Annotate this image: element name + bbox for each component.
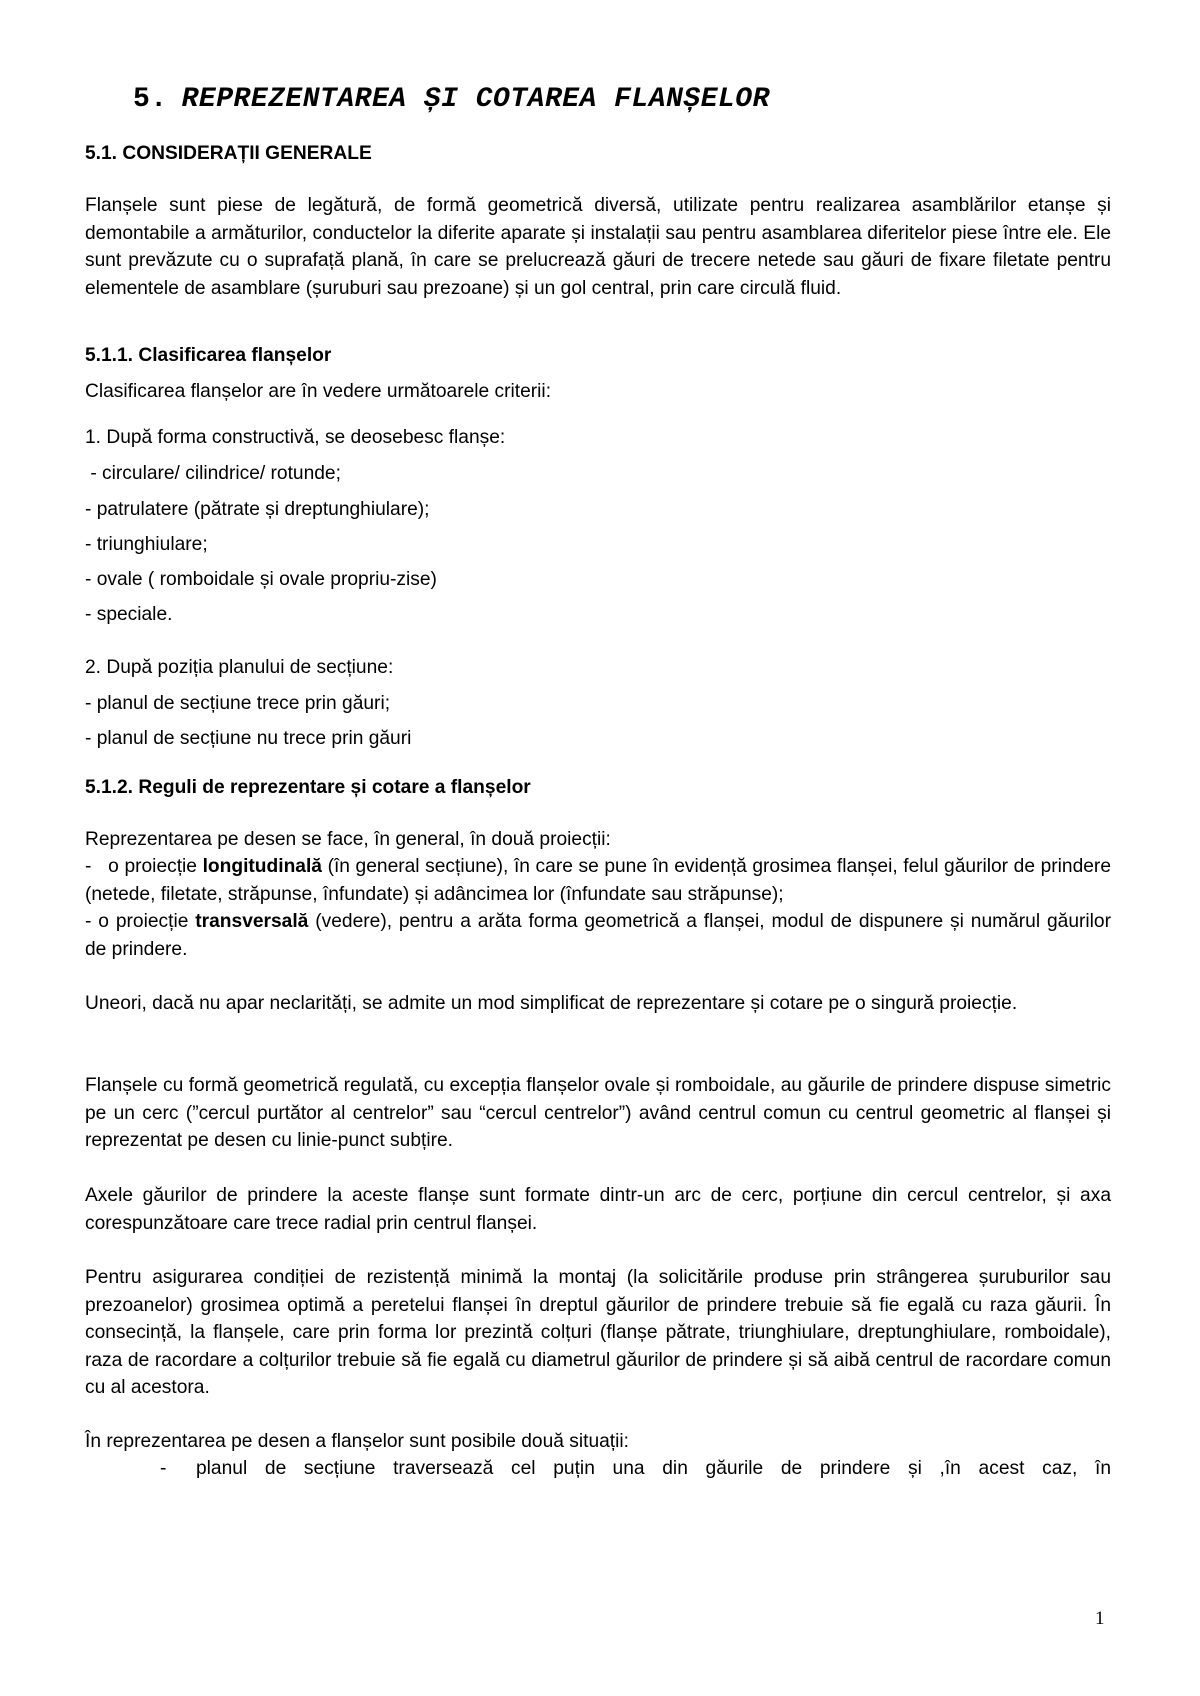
projection-longitudinal [85,853,1111,908]
subsection-heading-clasificare: 5.1.1. Clasificarea flanșelor [85,345,332,366]
subsection-heading-reguli: 5.1.2. Reguli de reprezentare și cotare a flanșelor [85,777,531,798]
paragraph-rezistenta: Pentru asigurarea condiției de rezistență minimă la montaj (la solicitările produse prin strângerea șuruburilor sau prezoanelor) grosimea optimă a peretelui flanșei în dreptul găurilor de prindere trebuie să fie egală cu raza găurii. În consecință, la flanșele, care prin forma lor prezintă colțuri (flanșe pătrate, triunghiulare, dreptunghiulare, romboidale), raza de racordare a colțurilor trebuie să fie egală cu diametrul găurilor de prindere și să aibă centrul de racordare comun cu al acestora. [85,1267,1111,1398]
criterion-1-item: - speciale. [85,604,173,625]
paragraph-situatii: În reprezentarea pe desen a flanșelor sunt posibile două situații: [85,1431,629,1452]
reguli-intro: Reprezentarea pe desen se face, în general, în două proiecții: [85,829,611,850]
chapter-number: 5. [133,84,168,115]
projection-longitudinal-bold: longitudinală [202,856,322,877]
projection-longitudinal-post: (în general secțiune), în care se pune în evidență grosimea flanșei, felul găurilor de prindere (netede, filetate, străpunse, înfundate) și adâncimea lor (înfundate sau străpunse); [85,856,1111,905]
projection-transversal-pre: - o proiecție [85,911,196,932]
criterion-1-item: - patrulatere (pătrate și dreptunghiulare); [85,499,430,520]
chapter-title-text: REPREZENTAREA ȘI COTAREA FLANȘELOR [181,84,770,115]
criterion-1-item: - ovale ( romboidale și ovale propriu-zise) [85,569,437,590]
list-dash: - [160,1458,167,1479]
paragraph-uneori: Uneori, dacă nu apar neclarități, se admite un mod simplificat de reprezentare și cotare pe o singură proiecție. [85,993,1018,1014]
criterion-2-item: - planul de secțiune nu trece prin găuri [85,728,412,749]
criterion-1-item: - triunghiulare; [85,534,208,555]
paragraph-flanse-regulate: Flanșele cu formă geometrică regulată, cu excepția flanșelor ovale și romboidale, au găurile de prindere dispuse simetric pe un cerc (”cercul purtător al centrelor” sau “cercul centrelor”) având centrul comun cu centrul geometric al flanșei și reprezentat pe desen cu linie-punct subțire. [85,1075,1111,1151]
chapter-title [133,84,1033,115]
projection-transversal-bold: transversală [195,911,309,932]
projection-longitudinal-pre: - o proiecție [85,856,203,877]
criterion-2-item: - planul de secțiune trece prin găuri; [85,693,391,714]
list-item-text: planul de secțiune traversează cel puțin una din găurile de prindere și ,în acest caz, în [196,1458,1111,1479]
projection-transversal-post: (vedere), pentru a arăta forma geometrică a flanșei, modul de dispunere și numărul găurilor de prindere. [85,911,1111,960]
criterion-1-title: 1. După forma constructivă, se deosebesc flanșe: [85,427,506,448]
page-number: 1 [1095,1608,1105,1629]
paragraph-axele: Axele găurilor de prindere la aceste flanșe sunt formate dintr-un arc de cerc, porțiune din cercul centrelor, și axa corespunzătoare care trece radial prin centrul flanșei. [85,1185,1111,1234]
criterion-1-item: - circulare/ cilindrice/ rotunde; [85,463,341,484]
intro-paragraph: Flanșele sunt piese de legătură, de formă geometrică diversă, utilizate pentru realizarea asamblărilor etanșe și demontabile a armăturilor, conductelor la diferite aparate și instalații sau pentru asamblarea diferitelor piese între ele. Ele sunt prevăzute cu o suprafață plană, în care se prelucrează găuri de trecere netede sau găuri de fixare filetate pentru elementele de asamblare (șuruburi sau prezoane) și un gol central, prin care circulă fluid. [85,195,1111,299]
section-heading-5-1: 5.1. CONSIDERAȚII GENERALE [85,143,372,164]
projection-transversal [85,908,1111,963]
criterion-2-title: 2. După poziția planului de secțiune: [85,657,394,678]
clasificare-intro: Clasificarea flanșelor are în vedere următoarele criterii: [85,381,552,402]
